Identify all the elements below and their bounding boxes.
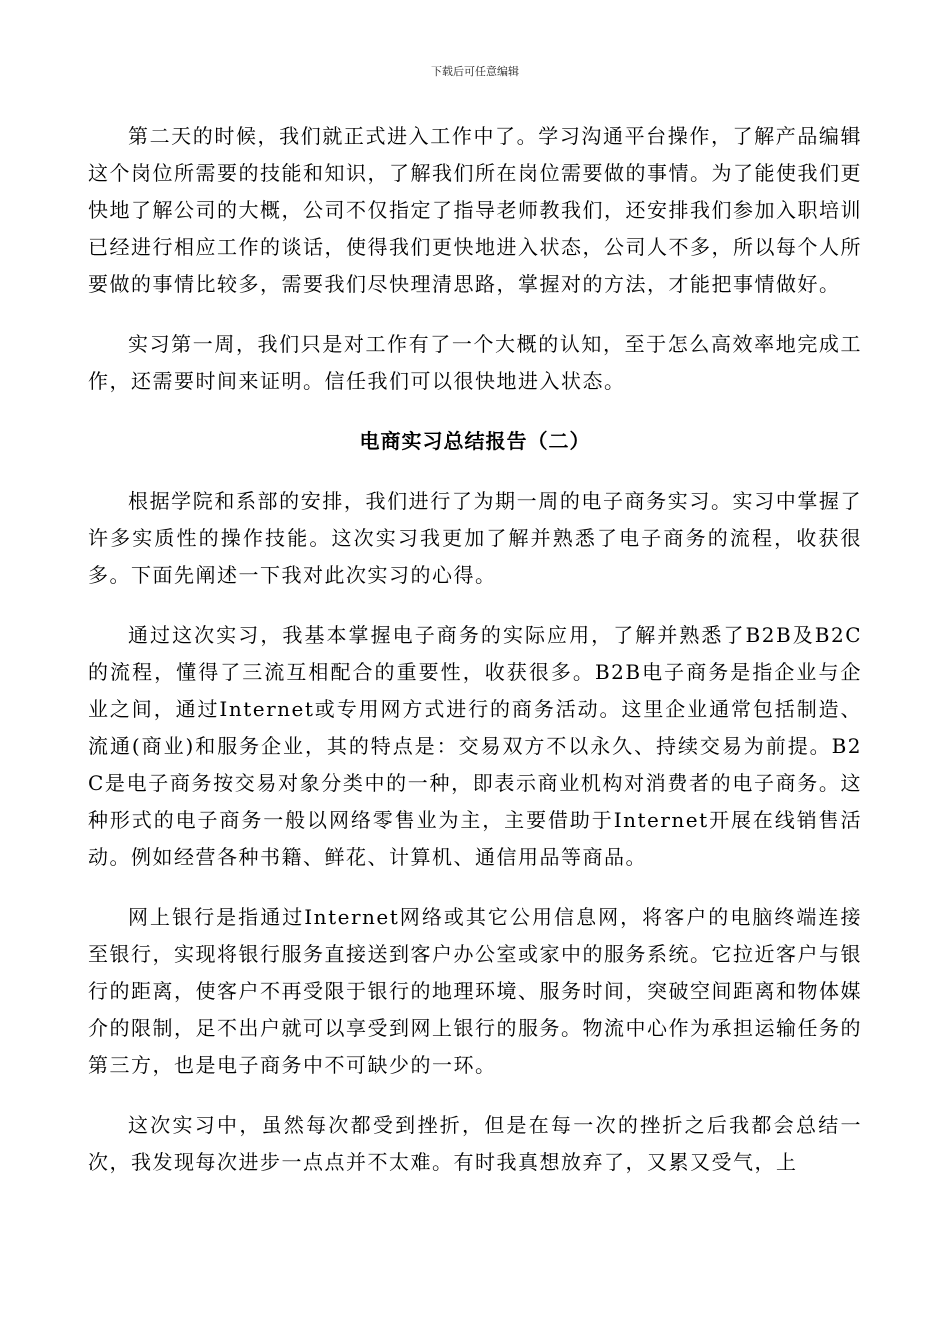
paragraph-internship-arrangement: 根据学院和系部的安排，我们进行了为期一周的电子商务实习。实习中掌握了许多实质性的操作技能。这次实习我更加了解并熟悉了电子商务的流程，收获很多。下面先阐述一下我对此次实习的心得。 xyxy=(88,489,862,587)
paragraph-first-week: 实习第一周，我们只是对工作有了一个大概的认知，至于怎么高效率地完成工作，还需要时间来证明。信任我们可以很快地进入状态。 xyxy=(88,332,862,393)
paragraph-b2b-b2c: 通过这次实习，我基本掌握电子商务的实际应用，了解并熟悉了B2B及B2C的流程，懂得了三流互相配合的重要性，收获很多。B2B电子商务是指企业与企业之间，通过Internet或专用网方式进行的商务活动。这里企业通常包括制造、流通(商业)和服务企业，其的特点是：交易双方不以永久、持续交易为前提。B2C是电子商务按交易对象分类中的一种，即表示商业机构对消费者的电子商务。这种形式的电子商务一般以网络零售业为主，主要借助于Internet开展在线销售活动。例如经营各种书籍、鲜花、计算机、通信用品等商品。 xyxy=(88,623,862,869)
page-header: 下载后可任意编辑 xyxy=(431,65,519,78)
section-title: 电商实习总结报告（二） xyxy=(359,429,591,453)
document-body xyxy=(88,118,862,1181)
paragraph-intro-work: 第二天的时候，我们就正式进入工作中了。学习沟通平台操作，了解产品编辑这个岗位所需要的技能和知识，了解我们所在岗位需要做的事情。为了能使我们更快地了解公司的大概，公司不仅指定了指导老师教我们，还安排我们参加入职培训已经进行相应工作的谈话，使得我们更快地进入状态，公司人不多，所以每个人所要做的事情比较多，需要我们尽快理清思路，掌握对的方法，才能把事情做好。 xyxy=(88,124,862,296)
paragraph-setbacks: 这次实习中，虽然每次都受到挫折，但是在每一次的挫折之后我都会总结一次，我发现每次进步一点点并不太难。有时我真想放弃了，又累又受气，上 xyxy=(88,1113,862,1174)
paragraph-online-banking: 网上银行是指通过Internet网络或其它公用信息网，将客户的电脑终端连接至银行，实现将银行服务直接送到客户办公室或家中的服务系统。它拉近客户与银行的距离，使客户不再受限于银行的地理环境、服务时间，突破空间距离和物体媒介的限制，足不出户就可以享受到网上银行的服务。物流中心作为承担运输任务的第三方，也是电子商务中不可缺少的一环。 xyxy=(88,905,862,1077)
